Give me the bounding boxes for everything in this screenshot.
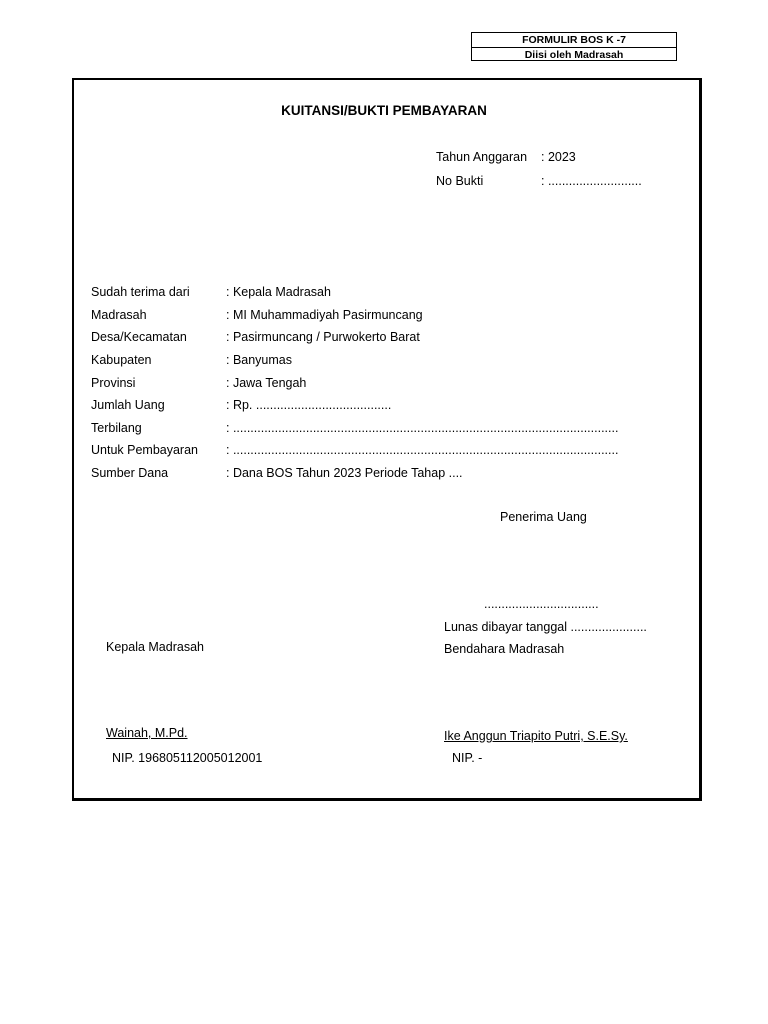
no-bukti-label: No Bukti (436, 174, 484, 188)
field-label-jumlah-uang: Jumlah Uang (91, 398, 165, 412)
field-value-madrasah: : MI Muhammadiyah Pasirmuncang (226, 308, 423, 322)
field-label-provinsi: Provinsi (91, 376, 136, 390)
field-label-madrasah: Madrasah (91, 308, 147, 322)
field-value-sumber-dana: : Dana BOS Tahun 2023 Periode Tahap .... (226, 466, 463, 480)
field-value-sudah-terima: : Kepala Madrasah (226, 285, 331, 299)
form-code-box (471, 32, 677, 61)
field-value-jumlah-uang: : Rp. ....................................... (226, 398, 392, 412)
lunas-dibayar-tanggal: Lunas dibayar tanggal ...................... (444, 620, 647, 634)
kepala-madrasah-nip: NIP. 196805112005012001 (112, 751, 263, 765)
field-value-terbilang: : ............................................................................................................... (226, 421, 619, 435)
kepala-madrasah-role: Kepala Madrasah (106, 640, 204, 654)
field-value-untuk-pembayaran: : ............................................................................................................... (226, 443, 619, 457)
receipt-title: KUITANSI/BUKTI PEMBAYARAN (281, 103, 487, 118)
field-value-desa-kecamatan: : Pasirmuncang / Purwokerto Barat (226, 330, 420, 344)
field-value-kabupaten: : Banyumas (226, 353, 293, 367)
penerima-uang-label: Penerima Uang (500, 510, 587, 524)
field-label-untuk-pembayaran: Untuk Pembayaran (91, 443, 199, 457)
field-value-provinsi: : Jawa Tengah (226, 376, 307, 390)
form-code: FORMULIR BOS K -7 (472, 33, 676, 48)
kepala-madrasah-name: Wainah, M.Pd. (106, 726, 188, 740)
tahun-anggaran-label: Tahun Anggaran (436, 150, 528, 164)
field-label-sudah-terima: Sudah terima dari (91, 285, 190, 299)
field-label-desa-kecamatan: Desa/Kecamatan (91, 330, 187, 344)
no-bukti-value: : ........................... (541, 174, 642, 188)
form-note: Diisi oleh Madrasah (524, 49, 624, 61)
penerima-signature-line: ................................. (484, 597, 599, 611)
field-label-terbilang: Terbilang (91, 421, 142, 435)
field-label-kabupaten: Kabupaten (91, 353, 152, 367)
bendahara-madrasah-nip: NIP. - (452, 751, 483, 765)
bendahara-madrasah-role: Bendahara Madrasah (444, 642, 565, 656)
field-label-sumber-dana: Sumber Dana (91, 466, 169, 480)
bendahara-madrasah-name: Ike Anggun Triapito Putri, S.E.Sy. (444, 729, 628, 743)
tahun-anggaran-value: : 2023 (541, 150, 576, 164)
